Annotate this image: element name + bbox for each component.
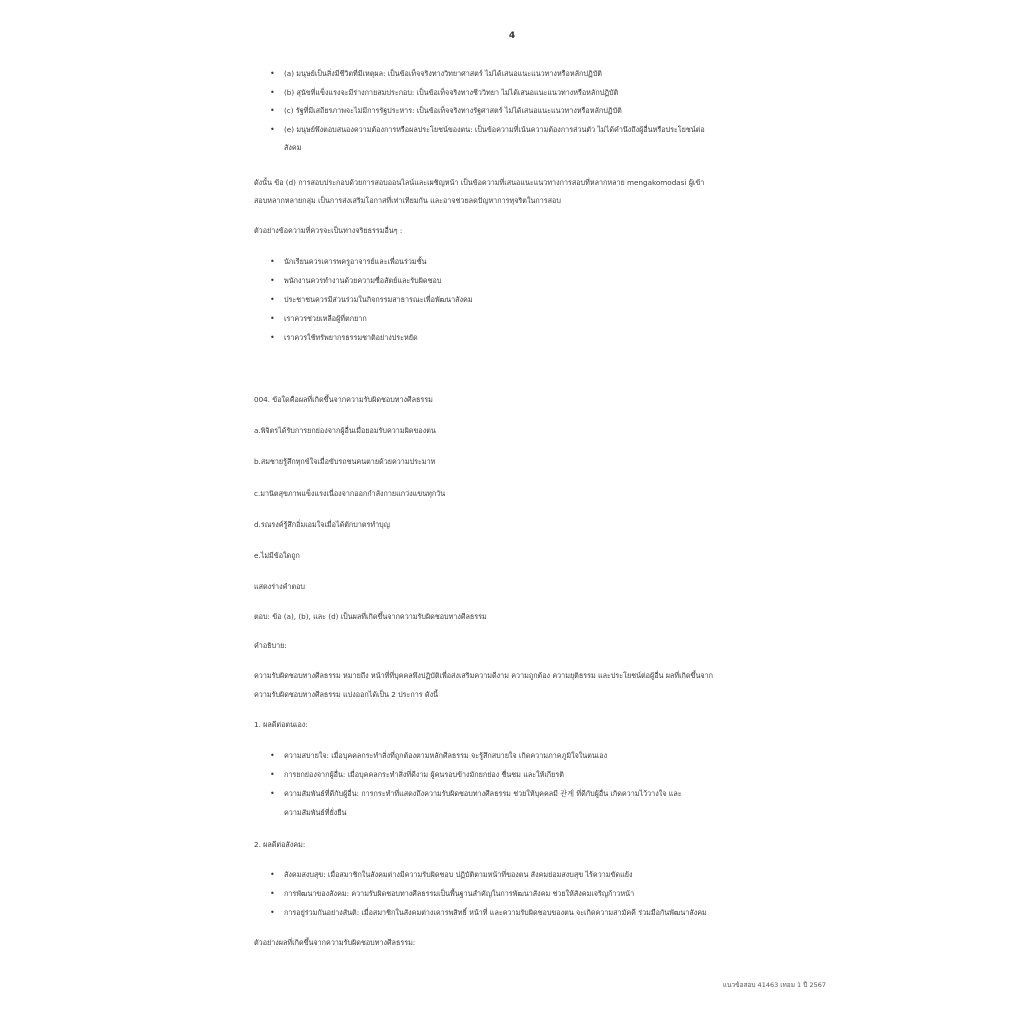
section-1-heading: 1. ผลดีต่อตนเอง: (254, 720, 308, 729)
conclusion-line-1: ดังนั้น ข้อ (d) การสอบประกอบด้วยการสอบออนไลน์และเผชิญหน้า เป็นข้อความที่เสนอแนะแนวทางการสอบที่หลากหลาย mengakomodasi ผู้เข้า (254, 178, 705, 187)
page-number: 4 (508, 31, 516, 41)
list-item: • เราควรช่วยเหลือผู้ที่ตกยาก (284, 309, 864, 328)
list-item: • การอยู่ร่วมกันอย่างสันติ: เมื่อสมาชิกในสังคมต่างเคารพสิทธิ์ หน้าที่ และความรับผิดชอบของตน จะเกิดความสามัคคี ร่วมมือกันพัฒนาสังคม (284, 903, 864, 922)
list-item: • เราควรใช้ทรัพยากรธรรมชาติอย่างประหยัด (284, 328, 864, 347)
option-d: d.รณรงค์รู้สึกอิ่มเอมใจเมื่อได้ตักบาตรทำบุญ (254, 520, 390, 529)
conclusion-line-2: สอบหลากหลายกลุ่ม เป็นการส่งเสริมโอกาสที่เท่าเทียมกัน และอาจช่วยลดปัญหาการทุจริตในการสอบ (254, 196, 561, 205)
explanation-line-2: ความรับผิดชอบทางศีลธรรม แบ่งออกได้เป็น 2 ประการ ดังนี้ (254, 690, 439, 699)
list-item: • (c) รัฐที่มีเสถียรภาพจะไม่มีการรัฐประหาร: เป็นข้อเท็จจริงทางรัฐศาสตร์ ไม่ได้เสนอแนะแนวทางหรือหลักปฏิบัติ (284, 102, 864, 121)
list-item: • (b) สุนัขที่แข็งแรงจะมีร่างกายสมประกอบ: เป็นข้อเท็จจริงทางชีววิทยา ไม่ได้เสนอแนะแนวทางหรือหลักปฏิบัติ (284, 84, 864, 103)
list-item: • นักเรียนควรเคารพครูอาจารย์และเพื่อนร่วมชั้น (284, 252, 864, 271)
list-item: • สังคมสงบสุข: เมื่อสมาชิกในสังคมต่างมีความรับผิดชอบ ปฏิบัติตามหน้าที่ของตน สังคมย่อมสงบสุข ไร้ความขัดแย้ง (284, 865, 864, 884)
show-answer-link[interactable]: แสดงร่างคำตอบ (254, 582, 305, 591)
fact-list (254, 65, 864, 158)
list-item: • (a) มนุษย์เป็นสิ่งมีชีวิตที่มีเหตุผล: เป็นข้อเท็จจริงทางวิทยาศาสตร์ ไม่ได้เสนอแนะแนวทางหรือหลักปฏิบัติ (284, 65, 864, 84)
list-item-continuation: สังคม (284, 143, 302, 152)
closing-heading: ตัวอย่างผลที่เกิดขึ้นจากความรับผิดชอบทางศีลธรรม: (254, 938, 416, 947)
section-1-list (254, 746, 864, 822)
examples-list (254, 252, 864, 347)
list-item-continuation: ความสัมพันธ์ที่ยั่งยืน (284, 808, 347, 817)
examples-heading: ตัวอย่างข้อความที่ควรจะเป็นทางจริยธรรมอื่นๆ : (254, 226, 403, 235)
list-item: • ความสบายใจ: เมื่อบุคคลกระทำสิ่งที่ถูกต้องตามหลักศีลธรรม จะรู้สึกสบายใจ เกิดความภาคภูมิใจในตนเอง (284, 746, 864, 765)
option-a: a.พิจิตรได้รับการยกย่องจากผู้อื่นเมื่อยอมรับความผิดของตน (254, 426, 436, 435)
list-item: • ประชาชนควรมีส่วนร่วมในกิจกรรมสาธารณะเพื่อพัฒนาสังคม (284, 290, 864, 309)
question-text: 004. ข้อใดคือผลที่เกิดขึ้นจากความรับผิดชอบทางศีลธรรม (254, 395, 433, 404)
section-2-heading: 2. ผลดีต่อสังคม: (254, 840, 306, 849)
list-item: • พนักงานควรทำงานด้วยความซื่อสัตย์และรับผิดชอบ (284, 271, 864, 290)
list-item: • ความสัมพันธ์ที่ดีกับผู้อื่น: การกระทำที่แสดงถึงความรับผิดชอบทางศีลธรรม ช่วยให้บุคคลมี 관계 ที่ดีกับผู้อื่น เกิดความไว้วางใจ และ (284, 784, 864, 803)
list-item: • (e) มนุษย์พึงตอบสนองความต้องการหรือผลประโยชน์ของตน: เป็นข้อความที่เน้นความต้องการส่วนตัว ไม่ได้คำนึงถึงผู้อื่นหรือประโยชน์ต่อ (284, 121, 864, 140)
section-2-list (254, 865, 864, 922)
option-b: b.สมชายรู้สึกทุกข์ใจเมื่อขับรถชนคนตายด้วยความประมาท (254, 457, 436, 466)
explanation-line-1: ความรับผิดชอบทางศีลธรรม หมายถึง หน้าที่ที่บุคคลพึงปฏิบัติเพื่อส่งเสริมความดีงาม ความถูกต้อง ความยุติธรรม และประโยชน์ต่อผู้อื่น ผลที่เกิดขึ้นจาก (254, 671, 713, 680)
list-item: • การยกย่องจากผู้อื่น: เมื่อบุคคลกระทำสิ่งที่ดีงาม ผู้คนรอบข้างมักยกย่อง ชื่นชม และให้เกียรติ (284, 765, 864, 784)
answer-text: ตอบ: ข้อ (a), (b), และ (d) เป็นผลที่เกิดขึ้นจากความรับผิดชอบทางศีลธรรม (254, 612, 487, 621)
page-footer: แนวข้อสอบ 41463 เทอม 1 ปี 2567 (722, 981, 826, 989)
option-e: e.ไม่มีข้อใดถูก (254, 551, 300, 560)
list-item: • การพัฒนาของสังคม: ความรับผิดชอบทางศีลธรรมเป็นพื้นฐานสำคัญในการพัฒนาสังคม ช่วยให้สังคมเจริญก้าวหน้า (284, 884, 864, 903)
option-c: c.มานิตสุขภาพแข็งแรงเนื่องจากออกกำลังกายแกว่งแขนทุกวัน (254, 489, 446, 498)
explanation-label: คำอธิบาย: (254, 641, 287, 650)
